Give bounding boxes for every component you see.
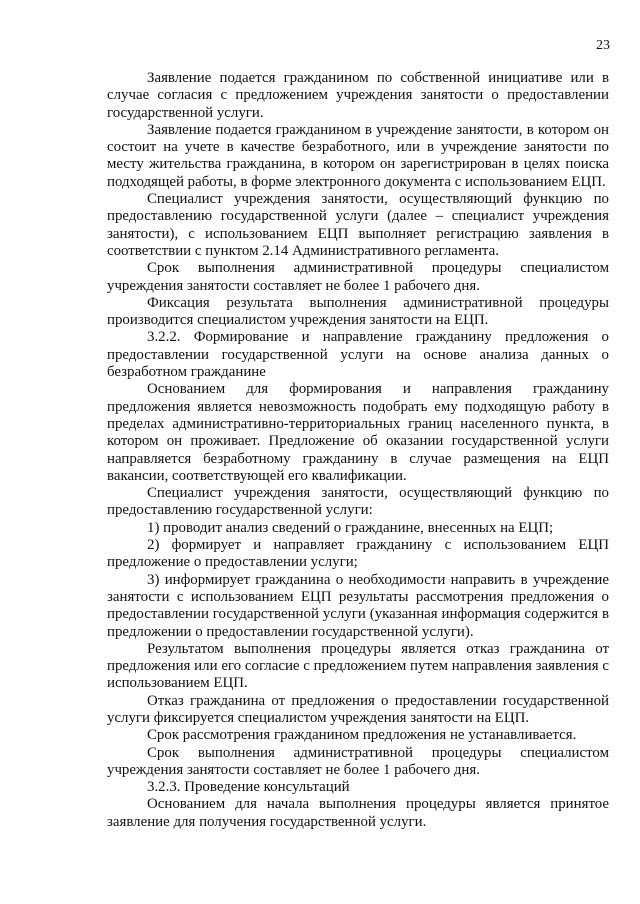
paragraph: Основанием для формирования и направления гражданину предложения является невозможность подобрать ему подходящую работу в пределах административно-территориальных границ населенного пункта, в котором он проживает. Предложение об оказании государственной услуги направляется безработному гражданину в случае размещения на ЕЦП вакансии, соответствующей его квалификации. [107,381,609,484]
section-heading: 3.2.3. Проведение консультаций [147,779,350,796]
paragraph: Срок выполнения административной процедуры специалистом учреждения занятости составляет не более 1 рабочего дня. [107,260,609,294]
paragraph: Отказ гражданина от предложения о предоставлении государственной услуги фиксируется специалистом учреждения занятости на ЕЦП. [107,692,609,726]
paragraph: Фиксация результата выполнения административной процедуры производится специалистом учреждения занятости на ЕЦП. [107,294,609,329]
paragraph: Результатом выполнения процедуры является отказ гражданина от предложения или его согласие с предложением путем направления заявления с использованием ЕЦП. [107,640,609,692]
paragraph: Срок рассмотрения гражданином предложения не устанавливается. [147,727,577,744]
list-item: 2) формирует и направляет гражданину с использованием ЕЦП предложение о предоставлении услуги; [107,537,609,571]
paragraph: Специалист учреждения занятости, осуществляющий функцию по предоставлению государственной услуги (далее – специалист учреждения занятости), с использованием ЕЦП выполняет регистрацию заявления в соответствии с пунктом 2.14 Административного регламента. [107,191,609,259]
paragraph: Срок выполнения административной процедуры специалистом учреждения занятости составляет не более 1 рабочего дня. [107,744,609,778]
list-item: 3) информирует гражданина о необходимости направить в учреждение занятости с использованием ЕЦП результаты рассмотрения предложения о предоставлении государственной услуги (указанная информация содержится в предложении о предоставлении государственной услуги). [107,571,609,640]
page-number: 23 [596,38,610,53]
paragraph: Основанием для начала выполнения процедуры является принятое заявление для получения государственной услуги. [107,796,609,830]
paragraph: Специалист учреждения занятости, осуществляющий функцию по предоставлению государственной услуги: [107,485,609,519]
paragraph: Заявление подается гражданином в учреждение занятости, в котором он состоит на учете в качестве безработного, или в учреждение занятости по месту жительства гражданина, в котором он зарегистрирован в целях поиска подходящей работы, в форме электронного документа с использованием ЕЦП. [107,121,609,190]
list-item: 1) проводит анализ сведений о гражданине, внесенных на ЕЦП; [147,519,554,536]
paragraph: Заявление подается гражданином по собственной инициативе или в случае согласия с предложением учреждения занятости о предоставлении государственной услуги. [107,70,609,121]
section-heading: 3.2.2. Формирование и направление гражданину предложения о предоставлении государственной услуги на основе анализа данных о безработном гражданине [107,329,609,381]
document-body [107,70,609,831]
